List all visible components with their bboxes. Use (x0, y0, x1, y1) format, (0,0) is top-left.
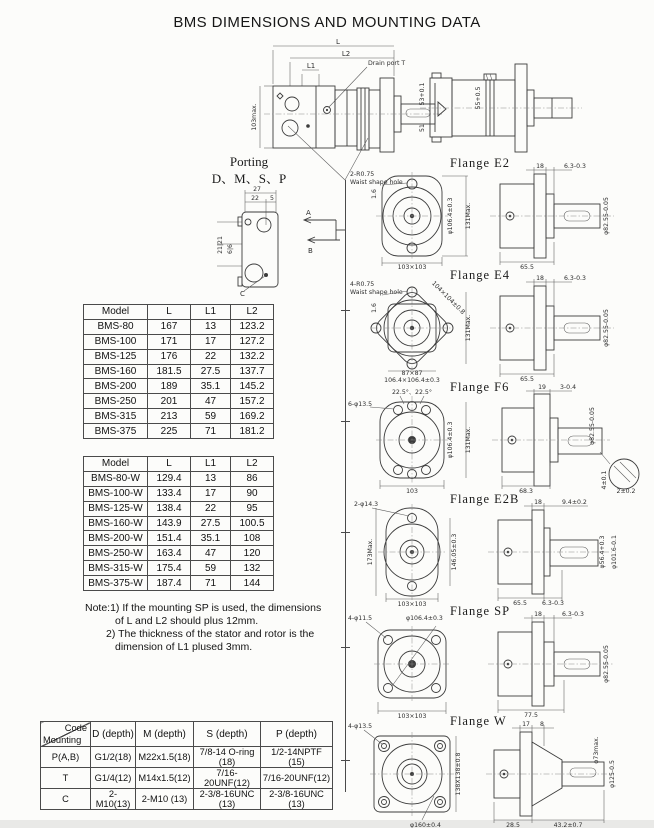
cell: BMS-200-W (84, 531, 148, 546)
motor-rear-view-drawing (418, 50, 588, 160)
table-row (84, 471, 274, 486)
cell: 90 (231, 486, 274, 501)
flange-w-section (348, 714, 654, 826)
cell: BMS-160 (84, 364, 148, 379)
dim-pilot-d: φ125-0.5 (609, 760, 616, 788)
hole-note-2: Waist shape hole (350, 289, 403, 296)
dim-pilot-t: 6.3-0.3 (564, 163, 586, 170)
cell: 120 (231, 546, 274, 561)
height-dimension (251, 86, 273, 148)
dim-5: 5 (270, 195, 274, 202)
dim-21-21: 21|21 (217, 236, 224, 254)
note-line: dimension of L1 plused 3mm. (115, 641, 253, 653)
dim-diagonal: 104×104±0.8 (430, 279, 467, 316)
col-l1: L1 (191, 305, 231, 320)
dim-inner: 87×87 (401, 370, 423, 377)
mounting-code-table (40, 721, 333, 810)
dim-pilot-d: φ82.55-0.05 (603, 197, 610, 235)
notes-block (85, 602, 321, 654)
flange-e2-section (348, 156, 654, 271)
cell: 47 (191, 394, 231, 409)
flange-w-title: Flange W (450, 714, 507, 728)
flange-f6-title: Flange F6 (450, 380, 510, 394)
dim-pilot-t: 3-0.4 (560, 384, 577, 391)
dim-flange-18: 18 (534, 499, 542, 506)
cell: 108 (231, 531, 274, 546)
front-view (350, 280, 472, 384)
page-title: BMS DIMENSIONS AND MOUNTING DATA (173, 14, 481, 31)
hole-note-1: 6-φ13.5 (348, 401, 373, 408)
porting-face-drawing (195, 185, 310, 297)
cell: 86 (231, 471, 274, 486)
header-row (84, 457, 274, 472)
cell: 27.5 (191, 516, 231, 531)
side-view (488, 611, 614, 719)
cell: 2-3/8-16UNC (13) (261, 789, 333, 810)
dim-depth: 65.5 (520, 264, 534, 271)
port-c-label: C (240, 290, 245, 298)
dim-l1: L1 (306, 62, 316, 70)
front-view (348, 615, 450, 720)
cell: 13 (191, 319, 231, 334)
cell: T (41, 768, 91, 789)
dim-width: 103×103 (397, 601, 427, 608)
dim-shaft-d: φ73max. (593, 736, 600, 764)
dim-bolt-distance: 146.05±0.3 (451, 533, 458, 571)
cell: 7/16-20UNF(12) (194, 768, 261, 789)
dim-height: 131Max. (465, 202, 472, 230)
front-view (348, 388, 472, 495)
ab-port-bracket (296, 206, 348, 254)
dim-27: 27 (253, 186, 261, 193)
dim-flange-18: 18 (536, 163, 544, 170)
note-line: Note:1) If the mounting SP is used, the dimensions (85, 602, 322, 614)
dim-1.6: 1.6 (371, 303, 378, 313)
porting-heading (203, 153, 295, 187)
dim-bolt-circle: φ106.4±0.3 (447, 421, 454, 459)
cell: 2-3/8-16UNC (13) (194, 789, 261, 810)
port-a-label: A (306, 209, 311, 217)
col-l1: L1 (191, 457, 231, 472)
dim-flange-17: 17 (522, 721, 530, 728)
cell: 187.4 (148, 576, 191, 591)
table-row (84, 394, 274, 409)
dim-detail-1: 2±0.2 (616, 488, 636, 495)
cell: 59 (191, 561, 231, 576)
cell: 123.2 (231, 319, 274, 334)
table-row (84, 364, 274, 379)
cell: 2-M10 (13) (136, 789, 194, 810)
hole-note-1: 4-φ11.5 (348, 615, 373, 622)
table-row (41, 768, 333, 789)
front-view (348, 723, 462, 828)
cell: 181.5 (148, 364, 191, 379)
hole-note-1: 4-φ13.5 (348, 723, 373, 730)
dim-key: 9.4±0.2 (562, 499, 587, 506)
table-row (84, 334, 274, 349)
flange-e2b-drawing (348, 498, 654, 606)
dim-depth: 68.3 (519, 488, 533, 495)
dim-pilot-d: φ82.55-0.05 (603, 309, 610, 347)
cell: 59 (191, 409, 231, 424)
porting-title: Porting (229, 154, 269, 169)
cell: 129.4 (148, 471, 191, 486)
cell: G1/4(12) (91, 768, 136, 789)
dimension-table-bms-w (83, 456, 274, 591)
side-view (490, 275, 614, 383)
cell: BMS-125-W (84, 501, 148, 516)
dim-pilot-d: φ101.6-0.1 (611, 535, 618, 569)
dim-pilot-t: 6.3-0.3 (562, 611, 584, 618)
porting-codes: D、M、S、P (211, 171, 287, 186)
cell: 201 (148, 394, 191, 409)
cell: BMS-200 (84, 379, 148, 394)
cell: 132 (231, 561, 274, 576)
flange-f6-drawing (348, 386, 654, 494)
flange-e4-title: Flange E4 (450, 268, 511, 282)
table-row (84, 546, 274, 561)
front-view (350, 171, 472, 271)
cell: 17 (191, 486, 231, 501)
cell: 175.4 (148, 561, 191, 576)
table-row (84, 424, 274, 439)
cell: 133.4 (148, 486, 191, 501)
cell: 138.4 (148, 501, 191, 516)
cell: 127.2 (231, 334, 274, 349)
dim-height: 173Max. (367, 538, 374, 566)
cell: 169.2 (231, 409, 274, 424)
dimension-table-bms (83, 304, 274, 439)
note-line: 2) The thickness of the stator and rotor is the (106, 628, 315, 640)
cell: BMS-80-W (84, 471, 148, 486)
cell: 100.5 (231, 516, 274, 531)
dim-height: 131Max. (465, 426, 472, 454)
cell: BMS-375-W (84, 576, 148, 591)
cell: M14x1.5(12) (136, 768, 194, 789)
cell: BMS-125 (84, 349, 148, 364)
drain-port-callout (324, 60, 406, 114)
flange-sp-drawing (348, 610, 654, 718)
note-line: of L and L2 should plus 12mm. (115, 615, 259, 627)
cell: 144 (231, 576, 274, 591)
cell: 22 (191, 501, 231, 516)
table-row (41, 789, 333, 810)
flange-e2-title: Flange E2 (450, 156, 511, 170)
side-view (488, 499, 618, 607)
cell: 7/16-20UNF(12) (261, 768, 333, 789)
col-model: Model (84, 305, 148, 320)
hole-note-2: Waist shape hole (350, 179, 403, 186)
cell: 2-M10(13) (91, 789, 136, 810)
flange-e4-drawing (348, 274, 654, 382)
dim-depth: 65.5 (513, 600, 527, 607)
flange-e2b-section (348, 492, 654, 608)
cell: 213 (148, 409, 191, 424)
dim-flange-19: 19 (538, 384, 546, 391)
corner-mounting: Mounting (43, 735, 82, 745)
col-l: L (148, 305, 191, 320)
table-row (41, 747, 333, 768)
cell: BMS-250-W (84, 546, 148, 561)
cell: BMS-80 (84, 319, 148, 334)
dim-angles: 22.5°、22.5° (392, 389, 432, 396)
dim-51: 51 (419, 124, 426, 132)
dim-1.6: 1.6 (371, 189, 378, 199)
dim-pilot-t: 6.3-0.3 (542, 600, 564, 607)
header-row (41, 722, 333, 747)
flange-sp-title: Flange SP (450, 604, 511, 618)
dim-shaft-d: φ56.4+0.3 (599, 535, 606, 569)
cell: 225 (148, 424, 191, 439)
col-model: Model (84, 457, 148, 472)
side-view (490, 163, 614, 271)
hole-note-1: 4-R0.75 (350, 281, 375, 288)
dim-pilot-t: 6.3-0.3 (564, 275, 586, 282)
cell: 71 (191, 576, 231, 591)
dim-22: 22 (251, 195, 259, 202)
dim-l2: L2 (341, 50, 351, 58)
dim-width: 103×103 (397, 264, 427, 271)
dim-pilot: φ160±0.4 (410, 822, 441, 828)
table-row (84, 576, 274, 591)
table-row (84, 561, 274, 576)
dim-pilot-d: φ82.55-0.05 (589, 407, 596, 445)
flange-f6-section (348, 380, 654, 495)
dim-flange-18: 18 (534, 611, 542, 618)
header-row (84, 305, 274, 320)
port-b-label: B (308, 247, 313, 255)
col-d: D (depth) (91, 722, 136, 747)
dim-8: 8 (540, 721, 544, 728)
cell: 13 (191, 471, 231, 486)
table-row (84, 531, 274, 546)
dim-detail-2: 4±0.1 (601, 470, 608, 490)
motor-body-rear (420, 64, 582, 152)
porting-block (238, 212, 278, 298)
flange-w-drawing (348, 720, 654, 828)
side-view (492, 384, 639, 495)
dim-width: 106.4×106.4±0.3 (384, 377, 440, 384)
cell: 167 (148, 319, 191, 334)
corner-code: Code (64, 723, 87, 733)
cell: BMS-250 (84, 394, 148, 409)
cell: C (41, 789, 91, 810)
cell: 151.4 (148, 531, 191, 546)
dim-depth1: 28.5 (506, 822, 520, 828)
cell: BMS-100 (84, 334, 148, 349)
cell: 132.2 (231, 349, 274, 364)
cell: 35.1 (191, 379, 231, 394)
cell: 143.9 (148, 516, 191, 531)
flange-e2b-title: Flange E2B (450, 492, 520, 506)
cell: 47 (191, 546, 231, 561)
dim-bolt-circle: φ106.4±0.3 (406, 615, 443, 622)
flange-sp-section (348, 604, 654, 720)
cell: 35.1 (191, 531, 231, 546)
dim-103max: 103max. (251, 103, 258, 131)
cell: 22 (191, 349, 231, 364)
cell: 189 (148, 379, 191, 394)
cell: 176 (148, 349, 191, 364)
dim-height: 131Max. (465, 314, 472, 342)
flange-e4-section (348, 268, 654, 384)
cell: 163.4 (148, 546, 191, 561)
cell: 27.5 (191, 364, 231, 379)
table-row (84, 516, 274, 531)
hole-note-1: 2-φ14.3 (354, 501, 379, 508)
cell: 137.7 (231, 364, 274, 379)
col-l2: L2 (231, 305, 274, 320)
cell: M22x1.5(18) (136, 747, 194, 768)
dim-6-6: 6|6 (227, 244, 234, 254)
cell: 145.2 (231, 379, 274, 394)
cell: BMS-375 (84, 424, 148, 439)
front-view (354, 501, 458, 608)
col-l2: L2 (231, 457, 274, 472)
col-m: M (depth) (136, 722, 194, 747)
hole-note-1: 2-R0.75 (350, 171, 375, 178)
side-view (486, 721, 616, 828)
table-row (84, 409, 274, 424)
dim-l: L (336, 38, 340, 46)
cell: 171 (148, 334, 191, 349)
dim-depth: 65.5 (520, 376, 534, 383)
dim-bolt-circle: φ106.4±0.3 (447, 197, 454, 235)
section-line (345, 180, 346, 792)
dim-pilot-d: φ82.55-0.05 (603, 645, 610, 683)
col-l: L (148, 457, 191, 472)
dim-depth2: 43.2±0.7 (553, 822, 583, 828)
cell: 7/8-14 O-ring (18) (194, 747, 261, 768)
cell: 157.2 (231, 394, 274, 409)
table-row (84, 319, 274, 334)
cell: BMS-100-W (84, 486, 148, 501)
flange-e2-drawing (348, 162, 654, 270)
col-p: P (depth) (261, 722, 333, 747)
cell: 181.2 (231, 424, 274, 439)
table-row (84, 501, 274, 516)
cell: P(A,B) (41, 747, 91, 768)
corner-header (41, 722, 91, 747)
cell: 1/2-14NPTF (15) (261, 747, 333, 768)
cell: BMS-160-W (84, 516, 148, 531)
table-row (84, 349, 274, 364)
col-s: S (depth) (194, 722, 261, 747)
dim-width: 103 (406, 488, 418, 495)
cell: G1/2(18) (91, 747, 136, 768)
dim-depth: 77.5 (524, 712, 538, 719)
cell: 17 (191, 334, 231, 349)
dim-width: 103×103 (397, 713, 427, 720)
table-row (84, 486, 274, 501)
cell: 71 (191, 424, 231, 439)
drain-port-label: Drain port T (368, 60, 406, 67)
cell: 95 (231, 501, 274, 516)
rear-view-dimensions (419, 82, 482, 131)
cell: BMS-315 (84, 409, 148, 424)
porting-dimensions (217, 186, 276, 266)
dim-flange-18: 18 (536, 275, 544, 282)
dim-55: 55+0.5 (475, 86, 482, 110)
table-row (84, 379, 274, 394)
dim-53: 53+0.1 (419, 82, 426, 106)
dim-square: 138X138±0.8 (455, 752, 462, 796)
cell: BMS-315-W (84, 561, 148, 576)
